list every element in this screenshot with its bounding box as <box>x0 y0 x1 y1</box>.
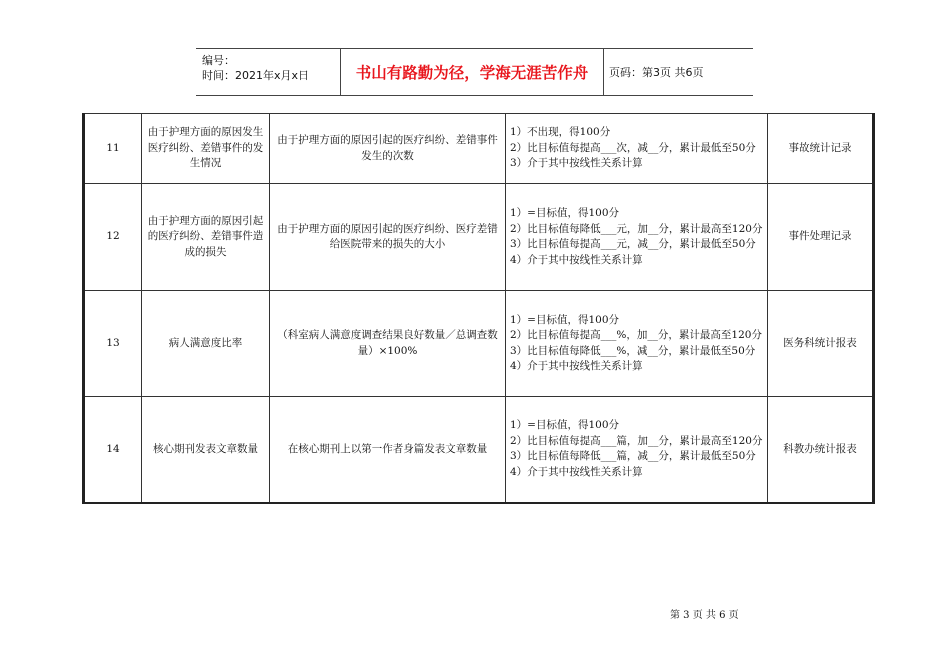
document-number-label: 编号： <box>202 54 235 67</box>
row-number: 11 <box>84 114 142 184</box>
scoring-rule: 3）介于其中按线性关系计算 <box>510 157 643 170</box>
scoring-rules <box>506 184 768 291</box>
kpi-definition: 在核心期刊上以第一作者身篇发表文章数量 <box>270 397 506 503</box>
scoring-rule: 4）介于其中按线性关系计算 <box>510 465 643 478</box>
row-number: 13 <box>84 291 142 397</box>
data-source: 事件处理记录 <box>768 184 874 291</box>
scoring-rules <box>506 291 768 397</box>
scoring-rule: 3）比目标值每降低___篇，减__分，累计最低至50分 <box>510 450 756 463</box>
row-number: 12 <box>84 184 142 291</box>
scoring-rules <box>506 397 768 503</box>
scoring-rule: 3）比目标值每提高___元，减__分，累计最低至50分 <box>510 238 756 250</box>
header-motto-cell <box>340 49 604 95</box>
kpi-definition: （科室病人满意度调查结果良好数量／总调查数量）×100% <box>270 291 506 397</box>
kpi-name: 由于护理方面的原因引起的医疗纠纷、差错事件造成的损失 <box>142 184 270 291</box>
header-motto: 书山有路勤为径，学海无涯苦作舟 <box>355 64 589 82</box>
header-meta <box>196 49 340 95</box>
kpi-definition: 由于护理方面的原因引起的医疗纠纷、医疗差错给医院带来的损失的大小 <box>270 184 506 291</box>
table-row <box>84 291 874 397</box>
document-date-label: 时间：2021年x月x日 <box>202 69 310 82</box>
scoring-rules <box>506 114 768 184</box>
kpi-name: 核心期刊发表文章数量 <box>142 397 270 503</box>
data-source: 事故统计记录 <box>768 114 874 184</box>
scoring-rule: 2）比目标值每提高___%，加__分，累计最高至120分 <box>510 329 762 341</box>
scoring-rule: 4）介于其中按线性关系计算 <box>510 253 643 266</box>
scoring-rule: 1）不出现，得100分 <box>510 126 611 139</box>
scoring-rule: 4）介于其中按线性关系计算 <box>510 360 643 372</box>
kpi-definition: 由于护理方面的原因引起的医疗纠纷、差错事件发生的次数 <box>270 114 506 184</box>
kpi-name: 病人满意度比率 <box>142 291 270 397</box>
scoring-rule: 1）=目标值，得100分 <box>510 207 620 219</box>
table-row <box>84 397 874 503</box>
data-source: 科教办统计报表 <box>768 397 874 503</box>
scoring-rule: 2）比目标值每提高___次，减__分，累计最低至50分 <box>510 141 756 154</box>
kpi-table <box>82 113 875 504</box>
scoring-rule: 1）=目标值，得100分 <box>510 419 620 432</box>
row-number: 14 <box>84 397 142 503</box>
scoring-rule: 2）比目标值每提高___篇，加__分，累计最高至120分 <box>510 434 763 447</box>
table-row <box>84 184 874 291</box>
kpi-name: 由于护理方面的原因发生医疗纠纷、差错事件的发生情况 <box>142 114 270 184</box>
header-page-number: 页码：第3页 共6页 <box>609 66 704 79</box>
scoring-rule: 2）比目标值每降低___元，加__分，累计最高至120分 <box>510 222 763 235</box>
data-source: 医务科统计报表 <box>768 291 874 397</box>
table-row <box>84 114 874 184</box>
page-footer: 第 3 页 共 6 页 <box>670 610 739 621</box>
scoring-rule: 3）比目标值每降低___%，减__分，累计最低至50分 <box>510 344 756 357</box>
scoring-rule: 1）=目标值，得100分 <box>510 313 620 326</box>
page-header <box>196 48 753 96</box>
